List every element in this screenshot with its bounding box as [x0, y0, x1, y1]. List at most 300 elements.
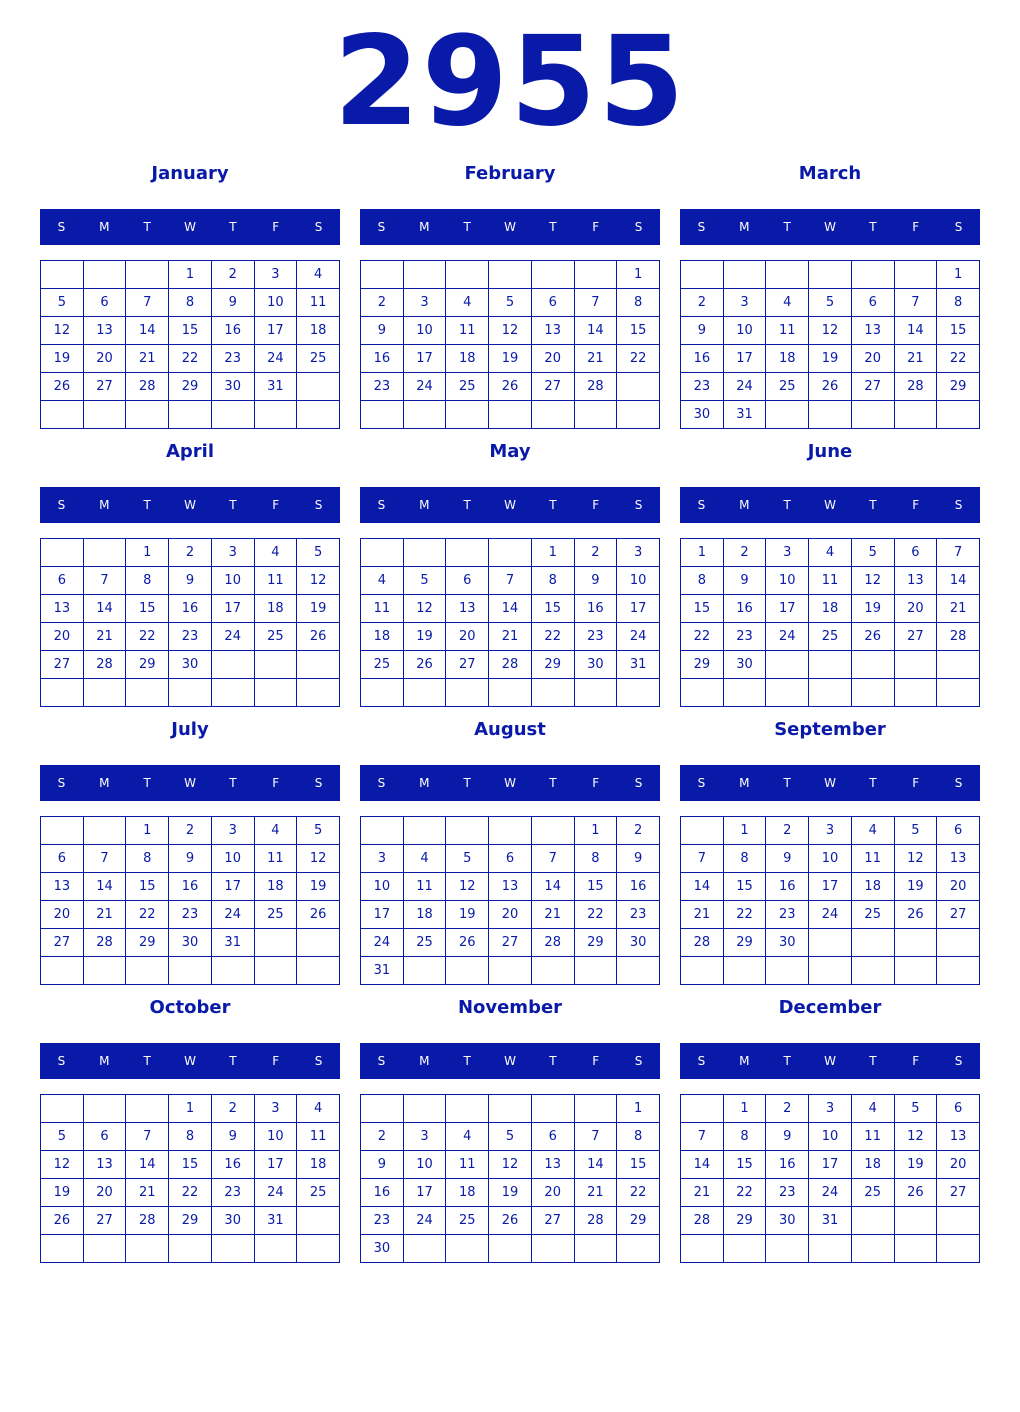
- day-cell: 6: [852, 289, 895, 317]
- day-cell: 2: [169, 539, 212, 567]
- day-cell: 18: [852, 873, 895, 901]
- month-name: August: [474, 719, 546, 740]
- day-cell: 16: [766, 1151, 809, 1179]
- month-name: April: [165, 441, 215, 462]
- day-grid: [680, 816, 980, 985]
- weekday-label: T: [783, 220, 791, 234]
- empty-cell: [766, 1235, 809, 1263]
- day-cell: 21: [126, 345, 169, 373]
- day-cell: 16: [361, 1179, 404, 1207]
- day-cell: 23: [766, 901, 809, 929]
- day-cell: 26: [489, 1207, 532, 1235]
- day-cell: 7: [126, 289, 169, 317]
- empty-cell: [575, 261, 618, 289]
- day-cell: 17: [255, 317, 298, 345]
- weekday-label: T: [463, 776, 471, 790]
- weekday-label: T: [549, 220, 557, 234]
- day-cell: 20: [41, 623, 84, 651]
- day-cell: 2: [575, 539, 618, 567]
- day-cell: 29: [724, 1207, 767, 1235]
- day-cell: 8: [937, 289, 980, 317]
- day-cell: 24: [617, 623, 660, 651]
- weekday-label: S: [954, 498, 963, 512]
- day-cell: 29: [126, 651, 169, 679]
- day-cell: 7: [126, 1123, 169, 1151]
- day-cell: 5: [895, 1095, 938, 1123]
- day-cell: 28: [575, 373, 618, 401]
- empty-cell: [255, 679, 298, 707]
- weekday-label: M: [739, 220, 750, 234]
- day-cell: 15: [724, 873, 767, 901]
- day-cell: 30: [212, 373, 255, 401]
- empty-cell: [681, 1095, 724, 1123]
- day-cell: 4: [852, 1095, 895, 1123]
- day-cell: 31: [255, 373, 298, 401]
- day-cell: 2: [212, 1095, 255, 1123]
- day-cell: 4: [446, 289, 489, 317]
- day-cell: 18: [404, 901, 447, 929]
- day-cell: 9: [169, 845, 212, 873]
- day-cell: 6: [489, 845, 532, 873]
- day-grid: [680, 1094, 980, 1263]
- day-cell: 13: [532, 1151, 575, 1179]
- day-cell: 22: [169, 345, 212, 373]
- day-cell: 3: [212, 539, 255, 567]
- empty-cell: [852, 1235, 895, 1263]
- day-cell: 3: [404, 1123, 447, 1151]
- day-cell: 15: [724, 1151, 767, 1179]
- weekday-label: S: [57, 776, 66, 790]
- day-cell: 17: [212, 873, 255, 901]
- day-cell: 5: [809, 289, 852, 317]
- empty-cell: [297, 401, 340, 429]
- day-cell: 14: [895, 317, 938, 345]
- month-name: February: [464, 163, 556, 184]
- empty-cell: [532, 817, 575, 845]
- day-cell: 4: [297, 1095, 340, 1123]
- month-september: [680, 715, 980, 987]
- weekday-label: T: [549, 1054, 557, 1068]
- day-cell: 12: [489, 1151, 532, 1179]
- day-cell: 10: [404, 317, 447, 345]
- weekday-label: W: [504, 220, 516, 234]
- weekday-label: S: [697, 220, 706, 234]
- weekday-label: F: [272, 776, 280, 790]
- weekday-label: W: [504, 1054, 516, 1068]
- month-name: December: [778, 997, 882, 1018]
- day-cell: 1: [126, 539, 169, 567]
- month-april: [40, 437, 340, 709]
- day-cell: 17: [361, 901, 404, 929]
- weekday-label: M: [739, 1054, 750, 1068]
- day-cell: 11: [255, 567, 298, 595]
- month-may: [360, 437, 660, 709]
- empty-cell: [852, 929, 895, 957]
- day-cell: 9: [361, 317, 404, 345]
- day-cell: 24: [724, 373, 767, 401]
- empty-cell: [852, 957, 895, 985]
- day-cell: 21: [84, 623, 127, 651]
- day-cell: 19: [446, 901, 489, 929]
- day-cell: 5: [404, 567, 447, 595]
- day-cell: 1: [169, 261, 212, 289]
- empty-cell: [489, 539, 532, 567]
- day-cell: 20: [937, 873, 980, 901]
- empty-cell: [766, 401, 809, 429]
- month-name: July: [171, 719, 209, 740]
- empty-cell: [404, 401, 447, 429]
- day-cell: 2: [361, 289, 404, 317]
- empty-cell: [766, 957, 809, 985]
- day-cell: 17: [404, 1179, 447, 1207]
- empty-cell: [937, 957, 980, 985]
- empty-cell: [41, 957, 84, 985]
- day-cell: 10: [212, 845, 255, 873]
- empty-cell: [575, 679, 618, 707]
- day-cell: 8: [724, 845, 767, 873]
- empty-cell: [852, 651, 895, 679]
- empty-cell: [681, 817, 724, 845]
- weekday-label: M: [739, 776, 750, 790]
- month-name: March: [798, 163, 862, 184]
- day-cell: 20: [84, 1179, 127, 1207]
- weekday-label: S: [314, 498, 323, 512]
- day-cell: 25: [297, 1179, 340, 1207]
- day-cell: 11: [404, 873, 447, 901]
- day-cell: 29: [681, 651, 724, 679]
- day-cell: 1: [937, 261, 980, 289]
- day-cell: 25: [404, 929, 447, 957]
- weekday-label: S: [697, 498, 706, 512]
- weekday-label: S: [377, 776, 386, 790]
- day-cell: 24: [255, 345, 298, 373]
- day-cell: 14: [681, 873, 724, 901]
- day-cell: 5: [446, 845, 489, 873]
- day-cell: 27: [852, 373, 895, 401]
- day-cell: 24: [404, 1207, 447, 1235]
- day-cell: 14: [126, 317, 169, 345]
- empty-cell: [575, 401, 618, 429]
- day-cell: 3: [809, 1095, 852, 1123]
- day-cell: 11: [766, 317, 809, 345]
- weekday-label: T: [229, 776, 237, 790]
- day-cell: 11: [297, 289, 340, 317]
- day-cell: 9: [361, 1151, 404, 1179]
- empty-cell: [126, 261, 169, 289]
- weekday-label: T: [783, 1054, 791, 1068]
- empty-cell: [404, 957, 447, 985]
- weekday-label: S: [314, 1054, 323, 1068]
- empty-cell: [489, 679, 532, 707]
- empty-cell: [937, 929, 980, 957]
- empty-cell: [809, 1235, 852, 1263]
- day-cell: 3: [724, 289, 767, 317]
- empty-cell: [41, 539, 84, 567]
- empty-cell: [84, 817, 127, 845]
- day-grid: [40, 816, 340, 985]
- day-cell: 19: [297, 873, 340, 901]
- weekday-header-row: [40, 1043, 340, 1079]
- weekday-label: F: [592, 498, 600, 512]
- day-cell: 18: [446, 345, 489, 373]
- day-cell: 16: [212, 1151, 255, 1179]
- day-cell: 2: [766, 817, 809, 845]
- empty-cell: [84, 679, 127, 707]
- day-cell: 10: [809, 845, 852, 873]
- empty-cell: [446, 261, 489, 289]
- empty-cell: [404, 1235, 447, 1263]
- day-cell: 9: [766, 1123, 809, 1151]
- day-cell: 31: [809, 1207, 852, 1235]
- day-cell: 13: [852, 317, 895, 345]
- day-cell: 11: [255, 845, 298, 873]
- empty-cell: [937, 401, 980, 429]
- day-cell: 30: [617, 929, 660, 957]
- day-cell: 2: [212, 261, 255, 289]
- day-cell: 15: [532, 595, 575, 623]
- empty-cell: [446, 957, 489, 985]
- day-cell: 9: [575, 567, 618, 595]
- day-grid: [40, 1094, 340, 1263]
- day-cell: 1: [575, 817, 618, 845]
- empty-cell: [809, 929, 852, 957]
- year-title: 2955: [333, 10, 687, 154]
- day-cell: 8: [532, 567, 575, 595]
- day-cell: 9: [212, 1123, 255, 1151]
- day-cell: 10: [617, 567, 660, 595]
- day-cell: 7: [937, 539, 980, 567]
- day-cell: 10: [766, 567, 809, 595]
- day-cell: 13: [937, 845, 980, 873]
- day-cell: 14: [84, 873, 127, 901]
- day-cell: 1: [617, 261, 660, 289]
- day-cell: 21: [575, 1179, 618, 1207]
- day-cell: 16: [766, 873, 809, 901]
- day-cell: 12: [809, 317, 852, 345]
- day-cell: 25: [446, 1207, 489, 1235]
- day-cell: 20: [489, 901, 532, 929]
- month-july: [40, 715, 340, 987]
- empty-cell: [489, 1235, 532, 1263]
- day-cell: 1: [532, 539, 575, 567]
- empty-cell: [489, 1095, 532, 1123]
- weekday-label: M: [419, 220, 430, 234]
- day-cell: 23: [681, 373, 724, 401]
- day-cell: 22: [724, 901, 767, 929]
- weekday-label: M: [419, 1054, 430, 1068]
- weekday-label: T: [869, 776, 877, 790]
- empty-cell: [126, 401, 169, 429]
- day-cell: 19: [809, 345, 852, 373]
- day-cell: 11: [852, 845, 895, 873]
- day-cell: 30: [766, 1207, 809, 1235]
- day-cell: 4: [852, 817, 895, 845]
- day-cell: 12: [852, 567, 895, 595]
- day-cell: 16: [724, 595, 767, 623]
- empty-cell: [446, 1235, 489, 1263]
- weekday-header-row: [680, 209, 980, 245]
- day-cell: 10: [255, 1123, 298, 1151]
- day-grid: [40, 538, 340, 707]
- day-cell: 10: [809, 1123, 852, 1151]
- day-cell: 26: [895, 1179, 938, 1207]
- empty-cell: [617, 1235, 660, 1263]
- day-cell: 31: [212, 929, 255, 957]
- month-june: [680, 437, 980, 709]
- day-cell: 26: [297, 623, 340, 651]
- day-cell: 22: [169, 1179, 212, 1207]
- day-grid: [40, 260, 340, 429]
- month-name: October: [149, 997, 231, 1018]
- day-cell: 23: [575, 623, 618, 651]
- day-cell: 29: [937, 373, 980, 401]
- day-cell: 24: [809, 1179, 852, 1207]
- empty-cell: [212, 957, 255, 985]
- weekday-label: W: [504, 498, 516, 512]
- day-cell: 14: [489, 595, 532, 623]
- day-cell: 11: [297, 1123, 340, 1151]
- day-cell: 13: [895, 567, 938, 595]
- weekday-header-row: [360, 487, 660, 523]
- month-name: January: [151, 163, 229, 184]
- day-cell: 31: [617, 651, 660, 679]
- weekday-header-row: [40, 487, 340, 523]
- empty-cell: [297, 1235, 340, 1263]
- weekday-header-row: [40, 209, 340, 245]
- empty-cell: [404, 539, 447, 567]
- empty-cell: [809, 401, 852, 429]
- empty-cell: [41, 1235, 84, 1263]
- day-cell: 8: [126, 845, 169, 873]
- day-cell: 5: [852, 539, 895, 567]
- weekday-label: T: [869, 1054, 877, 1068]
- day-cell: 21: [84, 901, 127, 929]
- empty-cell: [361, 1095, 404, 1123]
- month-name: June: [807, 441, 853, 462]
- empty-cell: [84, 401, 127, 429]
- empty-cell: [895, 401, 938, 429]
- day-cell: 26: [489, 373, 532, 401]
- day-cell: 22: [617, 1179, 660, 1207]
- empty-cell: [724, 957, 767, 985]
- day-cell: 17: [766, 595, 809, 623]
- empty-cell: [766, 651, 809, 679]
- weekday-label: W: [184, 1054, 196, 1068]
- empty-cell: [255, 651, 298, 679]
- day-cell: 13: [84, 317, 127, 345]
- empty-cell: [404, 1095, 447, 1123]
- weekday-header-row: [360, 1043, 660, 1079]
- day-cell: 15: [126, 873, 169, 901]
- day-cell: 19: [895, 1151, 938, 1179]
- day-cell: 14: [937, 567, 980, 595]
- day-cell: 7: [489, 567, 532, 595]
- day-cell: 20: [532, 345, 575, 373]
- day-cell: 18: [297, 1151, 340, 1179]
- empty-cell: [617, 373, 660, 401]
- day-cell: 7: [681, 845, 724, 873]
- day-cell: 8: [724, 1123, 767, 1151]
- day-cell: 3: [361, 845, 404, 873]
- day-cell: 22: [937, 345, 980, 373]
- empty-cell: [255, 401, 298, 429]
- day-cell: 28: [84, 929, 127, 957]
- day-cell: 21: [532, 901, 575, 929]
- day-cell: 17: [212, 595, 255, 623]
- day-cell: 9: [617, 845, 660, 873]
- day-cell: 17: [255, 1151, 298, 1179]
- day-cell: 24: [361, 929, 404, 957]
- empty-cell: [895, 957, 938, 985]
- empty-cell: [297, 957, 340, 985]
- day-cell: 31: [255, 1207, 298, 1235]
- weekday-label: T: [143, 1054, 151, 1068]
- empty-cell: [724, 261, 767, 289]
- day-cell: 26: [41, 1207, 84, 1235]
- day-cell: 12: [489, 317, 532, 345]
- day-cell: 2: [681, 289, 724, 317]
- empty-cell: [41, 1095, 84, 1123]
- empty-cell: [41, 817, 84, 845]
- day-cell: 27: [41, 929, 84, 957]
- day-cell: 28: [532, 929, 575, 957]
- day-cell: 10: [361, 873, 404, 901]
- empty-cell: [895, 1207, 938, 1235]
- day-cell: 27: [446, 651, 489, 679]
- weekday-label: W: [824, 498, 836, 512]
- weekday-label: S: [697, 776, 706, 790]
- empty-cell: [895, 261, 938, 289]
- day-grid: [680, 260, 980, 429]
- weekday-label: S: [377, 498, 386, 512]
- day-cell: 21: [126, 1179, 169, 1207]
- weekday-label: W: [824, 776, 836, 790]
- weekday-header-row: [680, 765, 980, 801]
- empty-cell: [255, 957, 298, 985]
- day-cell: 1: [126, 817, 169, 845]
- empty-cell: [532, 261, 575, 289]
- empty-cell: [446, 817, 489, 845]
- day-cell: 3: [766, 539, 809, 567]
- day-cell: 19: [41, 345, 84, 373]
- empty-cell: [169, 401, 212, 429]
- day-cell: 18: [446, 1179, 489, 1207]
- day-cell: 28: [126, 373, 169, 401]
- day-cell: 14: [575, 317, 618, 345]
- empty-cell: [681, 1235, 724, 1263]
- day-cell: 5: [895, 817, 938, 845]
- day-cell: 15: [169, 317, 212, 345]
- day-cell: 4: [446, 1123, 489, 1151]
- day-cell: 9: [724, 567, 767, 595]
- day-cell: 25: [255, 623, 298, 651]
- empty-cell: [575, 1235, 618, 1263]
- day-cell: 23: [361, 373, 404, 401]
- weekday-label: T: [549, 776, 557, 790]
- empty-cell: [617, 957, 660, 985]
- day-cell: 3: [617, 539, 660, 567]
- day-cell: 12: [41, 1151, 84, 1179]
- day-cell: 18: [255, 873, 298, 901]
- day-cell: 30: [212, 1207, 255, 1235]
- day-cell: 7: [84, 567, 127, 595]
- empty-cell: [724, 1235, 767, 1263]
- weekday-header-row: [360, 765, 660, 801]
- day-cell: 20: [895, 595, 938, 623]
- weekday-label: W: [504, 776, 516, 790]
- day-cell: 11: [361, 595, 404, 623]
- day-cell: 2: [766, 1095, 809, 1123]
